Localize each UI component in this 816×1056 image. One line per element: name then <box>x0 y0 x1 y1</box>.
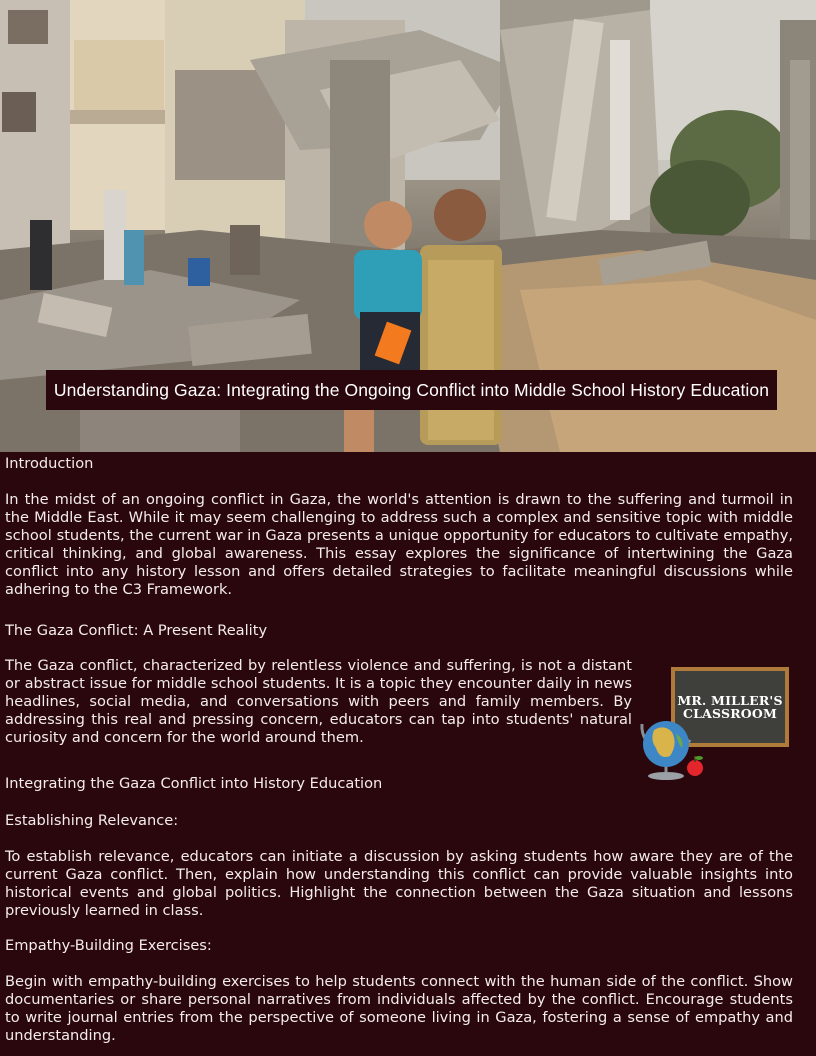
reality-heading: The Gaza Conflict: A Present Reality <box>5 622 268 639</box>
empathy-heading: Empathy-Building Exercises: <box>5 937 212 954</box>
logo-line-2: CLASSROOM <box>682 706 778 721</box>
classroom-logo <box>636 664 796 782</box>
intro-paragraph: In the midst of an ongoing conflict in Gaza, the world's attention is drawn to the suffering and turmoil in the Middle East. While it may seem challenging to address such a complex and sensitive topic with middle school students, the current war in Gaza presents a unique opportunity for educators to cultivate empathy, critical thinking, and global awareness. This essay explores the significance of intertwining the Gaza conflict into any history lesson and offers detailed strategies to facilitate meaningful discussions while adhering to the C3 Framework. <box>5 491 793 598</box>
chalkboard-icon <box>671 667 789 747</box>
relevance-heading: Establishing Relevance: <box>5 812 179 829</box>
hero-image <box>0 0 816 452</box>
page-title: Understanding Gaza: Integrating the Ongoing Conflict into Middle School History Education <box>46 370 777 410</box>
intro-heading: Introduction <box>5 455 94 472</box>
reality-paragraph: The Gaza conflict, characterized by relentless violence and suffering, is not a distant or abstract issue for middle school students. It is a topic they encounter daily in news headlines, social media, and conversations with peers and family members. By addressing this real and pressing concern, educators can tap into students' natural curiosity and concern for the world around them. <box>5 657 632 746</box>
logo-line-1: MR. MILLER'S <box>677 693 783 708</box>
integrating-heading: Integrating the Gaza Conflict into History Education <box>5 775 383 792</box>
relevance-paragraph: To establish relevance, educators can initiate a discussion by asking students how aware they are of the current Gaza conflict. Then, explain how understanding this conflict can provide valuable insights into historical events and global politics. Highlight the connection between the Gaza situation and lessons previously learned in class. <box>5 848 793 919</box>
empathy-paragraph: Begin with empathy-building exercises to help students connect with the human side of the conflict. Show documentaries or share personal narratives from individuals affected by the conflict. Encourage students to write journal entries from the perspective of someone living in Gaza, fostering a sense of empathy and understanding. <box>5 973 793 1044</box>
